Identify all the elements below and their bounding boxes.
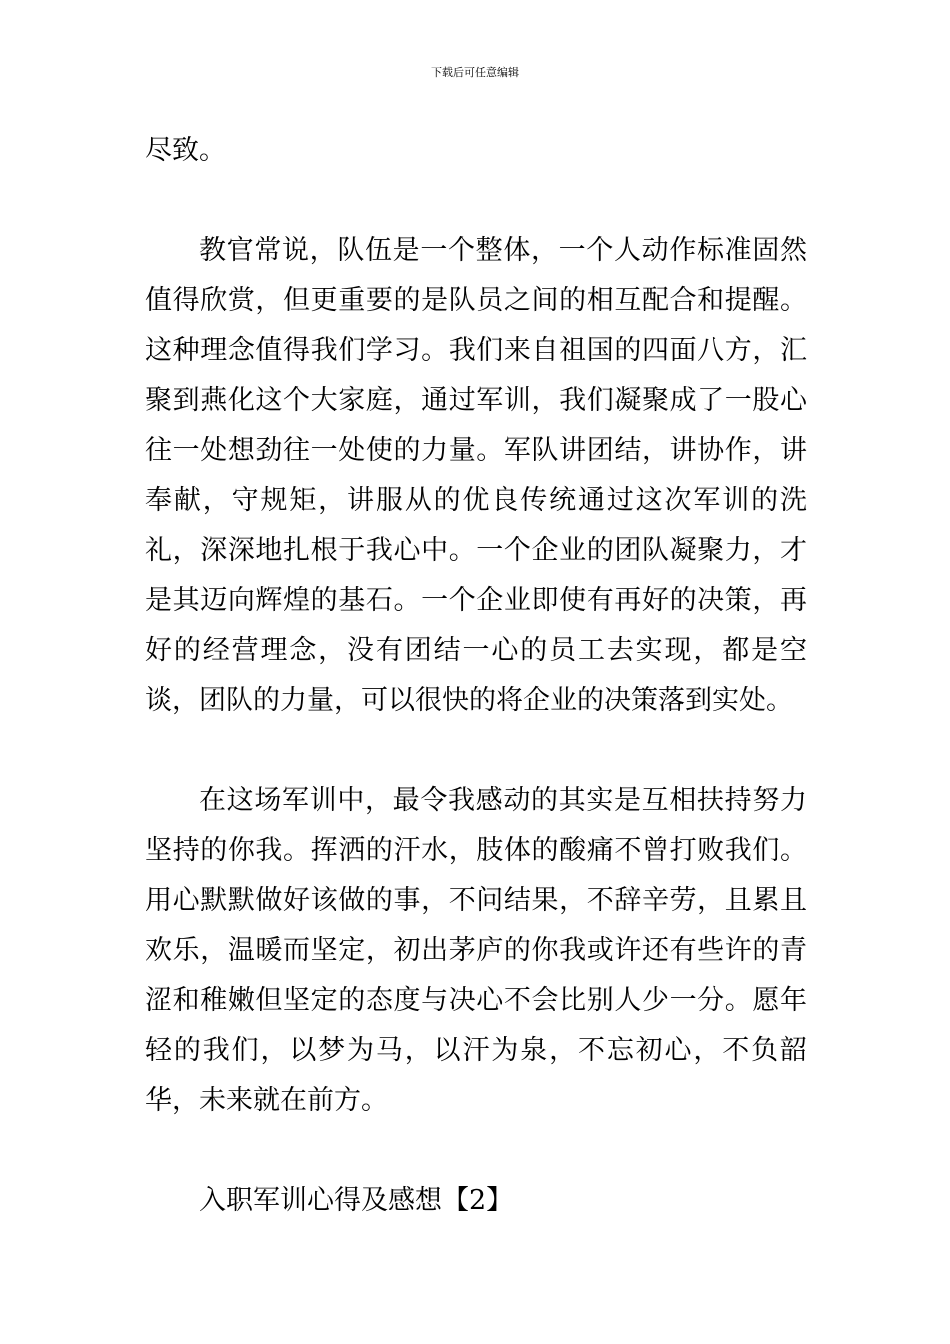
paragraph-continuation: 尽致。 (145, 135, 226, 166)
paragraph-teamwork: 教官常说，队伍是一个整体，一个人动作标准固然值得欣赏，但更重要的是队员之间的相互配合和提醒。这种理念值得我们学习。我们来自祖国的四面八方，汇聚到燕化这个大家庭，通过军训，我们凝聚成了一股心往一处想劲往一处使的力量。军队讲团结，讲协作，讲奉献，守规矩，讲服从的优良传统通过这次军训的洗礼，深深地扎根于我心中。一个企业的团队凝聚力，才是其迈向辉煌的基石。一个企业即使有再好的决策，再好的经营理念，没有团结一心的员工去实现，都是空谈，团队的力量，可以很快的将企业的决策落到实处。 (145, 235, 807, 716)
page-header-note: 下载后可任意编辑 (431, 66, 519, 79)
paragraph-mutual-support: 在这场军训中，最令我感动的其实是互相扶持努力坚持的你我。挥洒的汗水，肢体的酸痛不曾打败我们。用心默默做好该做的事，不问结果，不辞辛劳，且累且欢乐，温暖而坚定，初出茅庐的你我或许还有些许的青涩和稚嫩但坚定的态度与决心不会比别人少一分。愿年轻的我们，以梦为马，以汗为泉，不忘初心，不负韶华，未来就在前方。 (145, 785, 807, 1116)
section-heading: 入职军训心得及感想【2】 (199, 1185, 514, 1216)
